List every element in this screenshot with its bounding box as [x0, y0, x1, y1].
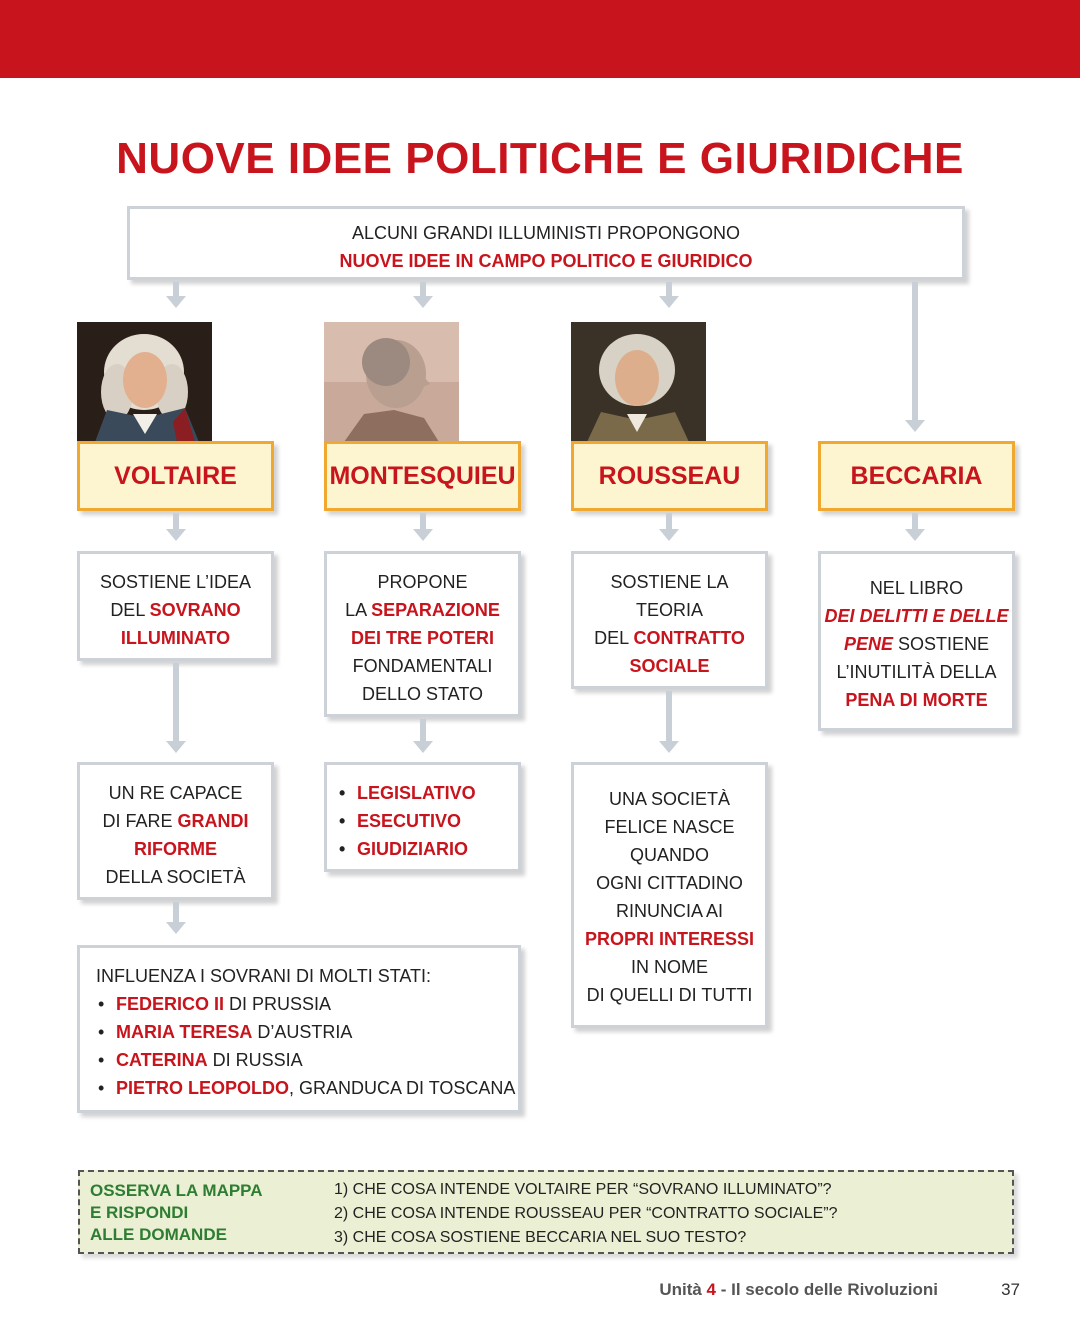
- connector-arrow: [659, 529, 679, 541]
- questions-label: [90, 1180, 310, 1246]
- text-line: SOSTIENE L’IDEA: [99, 572, 252, 592]
- highlight-text: SEPARAZIONE: [371, 600, 500, 620]
- intro-line-1: ALCUNI GRANDI ILLUMINISTI PROPONGONO: [351, 223, 741, 243]
- connector-arrow: [413, 529, 433, 541]
- list-item: • GIUDIZIARIO: [337, 835, 518, 863]
- voltaire-name-box: VOLTAIRE: [77, 441, 274, 511]
- list-item: [96, 1018, 518, 1046]
- connector-line: [912, 282, 918, 422]
- connector-arrow: [659, 741, 679, 753]
- book-title: PENE: [843, 634, 893, 654]
- top-red-bar: [0, 0, 1080, 78]
- montesquieu-powers-box: [324, 762, 521, 872]
- page-title: NUOVE IDEE POLITICHE E GIURIDICHE: [116, 134, 964, 183]
- connector-line: [173, 902, 179, 924]
- voltaire-king-box: [77, 762, 274, 900]
- text-span: DI FARE: [102, 811, 178, 831]
- highlight-text: SOVRANO: [149, 600, 241, 620]
- connector-arrow: [413, 296, 433, 308]
- highlight-text: DEI TRE POTERI: [350, 628, 494, 648]
- montesquieu-portrait: [324, 322, 459, 442]
- voltaire-idea-box: [77, 551, 274, 661]
- text-line: UNA SOCIETÀ: [608, 789, 731, 809]
- text-span: , GRANDUCA DI TOSCANA: [289, 1078, 516, 1098]
- questions-list: [334, 1178, 838, 1250]
- text-line: UN RE CAPACE: [108, 783, 243, 803]
- sovereign-name: MARIA TERESA: [116, 1022, 253, 1042]
- question-item: 2) CHE COSA INTENDE ROUSSEAU PER “CONTRATTO SOCIALE”?: [334, 1205, 838, 1222]
- rousseau-portrait: [571, 322, 706, 442]
- list-item: [96, 990, 518, 1018]
- page-number: 37: [1001, 1280, 1020, 1299]
- sovereigns-list: [96, 990, 518, 1102]
- text-line: [574, 624, 765, 652]
- footer-unit-number: 4: [706, 1280, 717, 1299]
- footer-prefix: Unità: [659, 1280, 707, 1299]
- text-span: SOSTIENE: [893, 634, 990, 654]
- text-line: SOSTIENE LA: [610, 572, 729, 592]
- list-item: • LEGISLATIVO: [337, 779, 518, 807]
- label-line: ALLE DOMANDE: [90, 1225, 227, 1244]
- highlight-text: CONTRATTO: [633, 628, 745, 648]
- text-line: [80, 807, 271, 835]
- text-line: [821, 630, 1012, 658]
- montesquieu-idea-box: [324, 551, 521, 717]
- text-line: L’INUTILITÀ DELLA: [836, 662, 997, 682]
- text-line: TEORIA: [635, 600, 703, 620]
- connector-arrow: [905, 420, 925, 432]
- label-line: E RISPONDI: [90, 1203, 189, 1222]
- highlight-text: ILLUMINATO: [120, 628, 231, 648]
- highlight-text: RIFORME: [134, 839, 217, 859]
- text-line: NEL LIBRO: [869, 578, 964, 598]
- sovereign-name: CATERINA: [116, 1050, 208, 1070]
- text-line: QUANDO: [629, 845, 709, 865]
- text-line: IN NOME: [630, 957, 708, 977]
- montesquieu-name-box: MONTESQUIEU: [324, 441, 521, 511]
- text-line: [327, 596, 518, 624]
- footer-unit: [600, 1280, 938, 1300]
- text-span: DEL: [110, 600, 150, 620]
- sovereign-name: PIETRO LEOPOLDO: [116, 1078, 290, 1098]
- label-line: OSSERVA LA MAPPA: [90, 1181, 263, 1200]
- beccaria-name-box: BECCARIA: [818, 441, 1015, 511]
- text-line: RINUNCIA AI: [615, 901, 724, 921]
- connector-line: [420, 719, 426, 743]
- connector-arrow: [166, 741, 186, 753]
- text-line: DI QUELLI DI TUTTI: [586, 985, 753, 1005]
- text-span: DI RUSSIA: [207, 1050, 303, 1070]
- text-span: LA: [345, 600, 372, 620]
- voltaire-influence-box: [77, 945, 521, 1113]
- connector-arrow: [659, 296, 679, 308]
- connector-arrow: [166, 529, 186, 541]
- powers-list: [337, 779, 518, 863]
- text-line: DELLO STATO: [361, 684, 484, 704]
- question-item: 3) CHE COSA SOSTIENE BECCARIA NEL SUO TESTO?: [334, 1229, 747, 1246]
- voltaire-portrait: [77, 322, 212, 442]
- text-span: DEL: [594, 628, 634, 648]
- beccaria-idea-box: [818, 551, 1015, 731]
- text-line: DELLA SOCIETÀ: [105, 867, 246, 887]
- connector-line: [173, 663, 179, 743]
- question-item: 1) CHE COSA INTENDE VOLTAIRE PER “SOVRANO ILLUMINATO”?: [334, 1181, 832, 1198]
- text-line: OGNI CITTADINO: [596, 873, 743, 893]
- connector-line: [666, 691, 672, 743]
- text-line: FELICE NASCE: [604, 817, 735, 837]
- list-item: • ESECUTIVO: [337, 807, 518, 835]
- sovereign-name: FEDERICO II: [116, 994, 225, 1014]
- influence-intro: INFLUENZA I SOVRANI DI MOLTI STATI:: [96, 966, 432, 986]
- book-title: DEI DELITTI E DELLE: [824, 606, 1009, 626]
- rousseau-name-box: ROUSSEAU: [571, 441, 768, 511]
- text-line: FONDAMENTALI: [352, 656, 493, 676]
- footer-suffix: - Il secolo delle Rivoluzioni: [716, 1280, 938, 1299]
- questions-box: [78, 1170, 1014, 1254]
- text-span: D’AUSTRIA: [252, 1022, 353, 1042]
- highlight-text: GRANDI: [177, 811, 249, 831]
- connector-arrow: [166, 922, 186, 934]
- text-line: [80, 596, 271, 624]
- list-item: [96, 1074, 518, 1102]
- intro-box: [127, 206, 965, 280]
- highlight-text: PENA DI MORTE: [845, 690, 988, 710]
- rousseau-society-box: [571, 762, 768, 1028]
- highlight-text: PROPRI INTERESSI: [584, 929, 755, 949]
- text-span: DI PRUSSIA: [224, 994, 332, 1014]
- connector-arrow: [413, 741, 433, 753]
- list-item: [96, 1046, 518, 1074]
- highlight-text: SOCIALE: [629, 656, 710, 676]
- connector-arrow: [166, 296, 186, 308]
- text-line: PROPONE: [377, 572, 468, 592]
- rousseau-idea-box: [571, 551, 768, 689]
- connector-arrow: [905, 529, 925, 541]
- intro-line-2: NUOVE IDEE IN CAMPO POLITICO E GIURIDICO: [339, 251, 753, 271]
